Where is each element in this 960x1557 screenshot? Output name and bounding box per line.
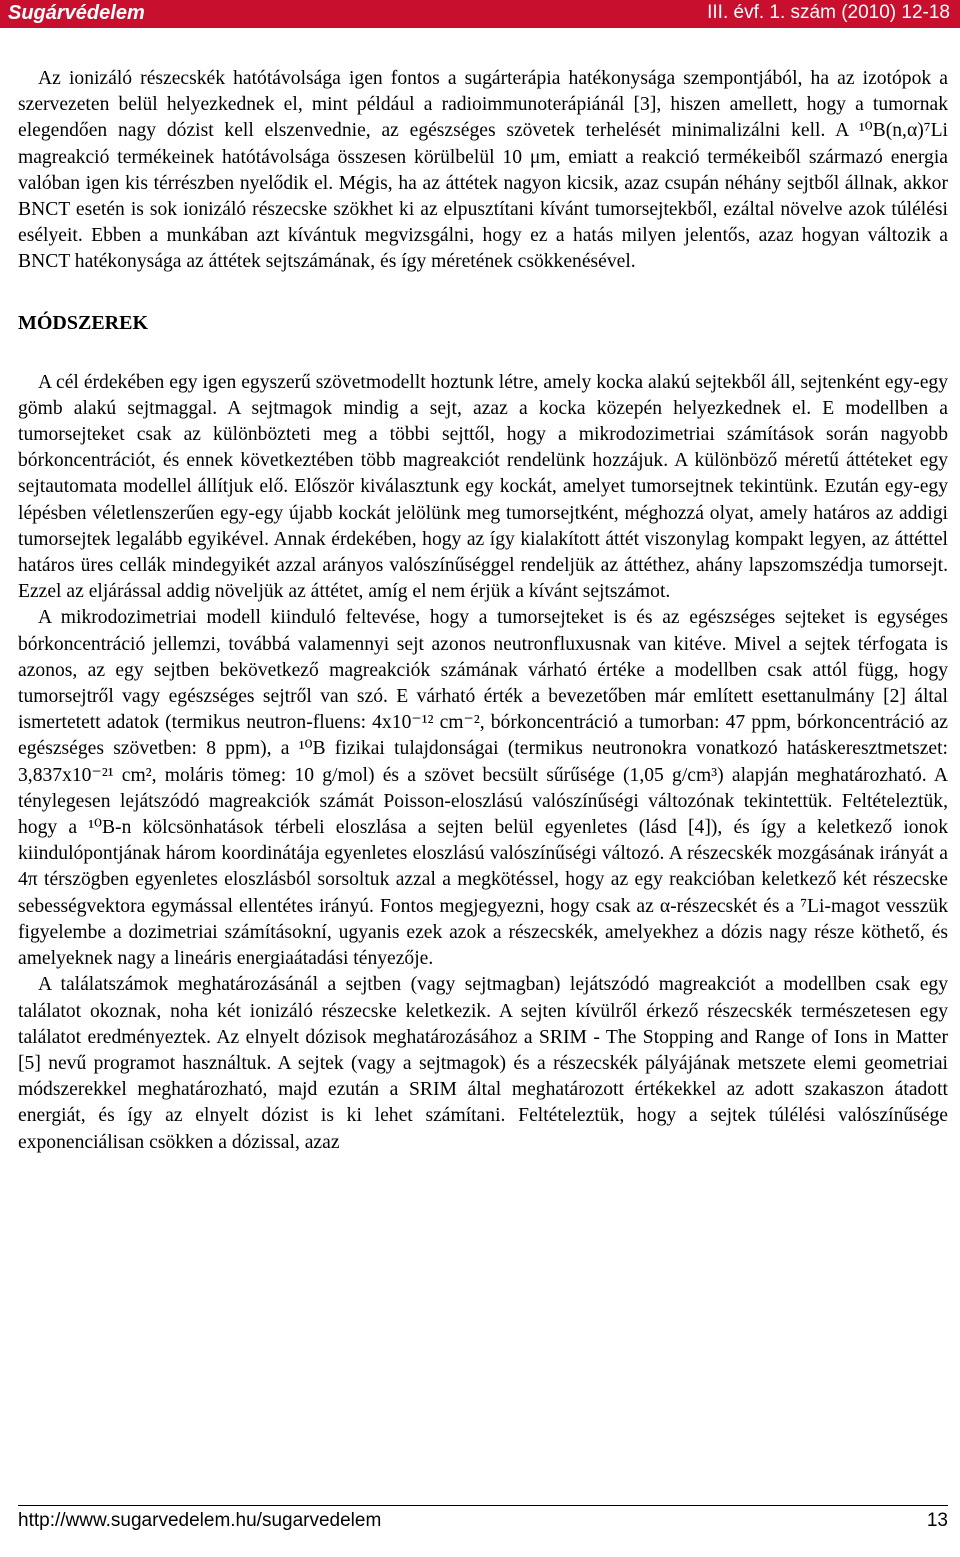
journal-title: Sugárvédelem (8, 2, 145, 24)
running-header (0, 0, 960, 28)
intro-paragraph: Az ionizáló részecskék hatótávolsága igen fontos a sugárterápia hatékonysága szempontjából, ha az izotópok a szervezeten belül helyezkednek el, mint például a radioimmunoterápiánál [3], hiszen amellett, hogy a tumornak elegendően nagy dózist kell elszenvednie, az egészséges szövetek terhelését minimalizálni kell. A ¹⁰B(n,α)⁷Li magreakció termékeinek hatótávolsága összesen körülbelül 10 μm, emiatt a reakció termékeiből származó energia valóban igen kis térrészben nyelődik el. Mégis, ha az áttétek nagyon kicsik, azaz csupán néhány sejtből állnak, akkor BNCT esetén is sok ionizáló részecske szökhet ki az elpusztítani kívánt tumorsejtekből, ezáltal növelve azok túlélési esélyeit. Ebben a munkában azt kívántuk megvizsgálni, hogy ez a hatás milyen jelentős, azaz hogyan változik a BNCT hatékonysága az áttétek sejtszámának, és így méretének csökkenésével. (18, 68, 948, 273)
page-footer (18, 1505, 948, 1531)
footer-url[interactable]: http://www.sugarvedelem.hu/sugarvedelem (18, 1510, 382, 1531)
methods-paragraph-3: A találatszámok meghatározásánál a sejtben (vagy sejtmagban) lejátszódó magreakciót a modellben csak egy találatot okoznak, noha két ionizáló részecske keletkezik. A sejten kívülről érkező részecskék természetesen egy találatot eredményeztek. Az elnyelt dózisok meghatározásához a SRIM - The Stopping and Range of Ions in Matter [5] nevű programot használtuk. A sejtek (vagy a sejtmagok) és a részecskék pályájának metszete elemi geometriai módszerekkel meghatározható, majd ezután a SRIM által meghatározott értékekkel az adott szakaszon átadott energiát, és így az elnyelt dózist is ki lehet számítani. Feltételeztük, hogy a sejtek túlélési valószínűsége exponenciálisan csökken a dózissal, azaz (18, 974, 948, 1153)
methods-paragraph-1: A cél érdekében egy igen egyszerű szövetmodellt hoztunk létre, amely kocka alakú sejtekből áll, sejtenként egy-egy gömb alakú sejtmaggal. A sejtmagok mindig a sejt, azaz a kocka közepén helyezkednek el. E modellben a tumorsejteket csak az különbözteti meg a többi sejttől, hogy a mikrodozimetriai számítások során nagyobb bórkoncentrációt, és ennek következtében több magreakciót rendelünk hozzájuk. A különböző méretű áttéteket egy sejtautomata modellel állítjuk elő. Először kiválasztunk egy kockát, amelyet tumorsejtnek tekintünk. Ezután egy-egy lépésben véletlenszerűen egy-egy újabb kockát jelölünk meg tumorsejtként, méghozzá olyat, amely határos az addigi tumorsejtek legalább egyikével. Annak érdekében, hogy az így kialakított áttét viszonylag kompakt legyen, az áttéttel határos üres cellák mindegyikét azzal arányos valószínűséggel rendeljük az áttéthez, ahány lapszomszédja tumorsejt. Ezzel az eljárással addig növeljük az áttétet, amíg el nem érjük a kívánt sejtszámot. (18, 371, 948, 603)
section-title: MÓDSZEREK (18, 311, 149, 334)
issue-info: III. évf. 1. szám (2010) 12-18 (707, 2, 950, 23)
methods-paragraph-2: A mikrodozimetriai modell kiinduló feltevése, hogy a tumorsejteket is és az egészséges sejteket is egységes bórkoncentráció jellemzi, továbbá valamennyi sejt azonos neutronfluxusnak van kitéve. Mivel a sejtek térfogata is azonos, az egy sejtben bekövetkező magreakciók számának várható értéke a modellben csak attól függ, hogy tumorsejtről vagy egészséges sejtről van szó. E várható érték a bevezetőben már említett esettanulmány [2] által ismertetett adatok (termikus neutron-fluens: 4x10⁻¹² cm⁻², bórkoncentráció a tumorban: 47 ppm, bórkoncentráció az egészséges szövetben: 8 ppm), a ¹⁰B fizikai tulajdonságai (termikus neutronokra vonatkozó hatáskeresztmetszet: 3,837x10⁻²¹ cm², moláris tömeg: 10 g/mol) és a szövet becsült sűrűsége (1,05 g/cm³) alapján meghatározható. A ténylegesen lejátszódó magreakciók számát Poisson-eloszlású valószínűségi változónak tekintettük. Feltételeztük, hogy a ¹⁰B-n kölcsönhatások térbeli eloszlása a sejten belül egyenletes (lásd [4]), és így a keletkező ionok kiindulópontjának három koordinátája egyenletes eloszlású valószínűségi változó. A részecskék mozgásának irányát a 4π térszögben egyenletes eloszlásból sorsoltuk azzal a megkötéssel, hogy az egy reakcióban keletkező két részecske sebességvektora egymással ellentétes irányú. Fontos megjegyezni, hogy csak az α-részecskét és a ⁷Li-magot vesszük figyelembe a dozimetriai számításokní, ugyanis ezek azok a részecskék, amelyekhez a dózis nagy része köthető, és amelyeknek nagy a lineáris energiaátadási tényezője. (18, 607, 948, 970)
page-number: 13 (926, 1510, 948, 1531)
article-body (18, 66, 948, 1156)
